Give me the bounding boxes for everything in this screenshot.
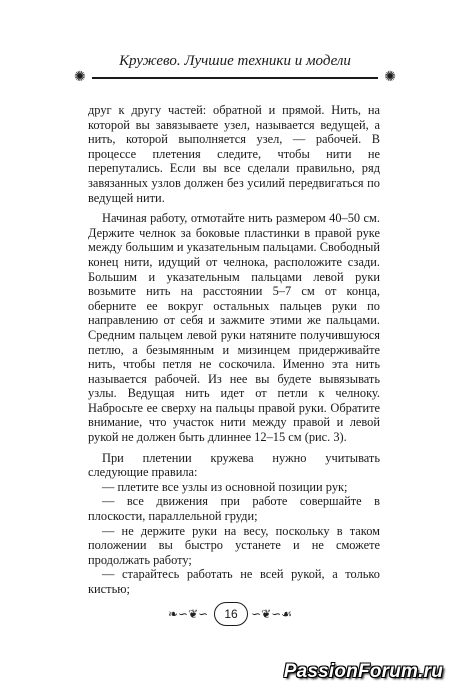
paragraph: При плетении кружева нужно учитывать следующие правила: bbox=[88, 450, 380, 480]
list-item: — плетите все узлы из основной позиции рук; bbox=[102, 479, 348, 494]
page-body bbox=[88, 103, 380, 597]
page-number: 16 bbox=[214, 602, 248, 626]
flower-ornament-icon: ✺ bbox=[384, 69, 396, 85]
list-item: — все движения при работе совершайте в плоскости, параллельной груди; bbox=[88, 494, 380, 524]
paragraph-continued: друг к другу частей: обратной и прямой. Нить, на которой вы завязываете узел, называется ведущей, а нить, которой выполняется узел, — рабочей. В процессе плетения следите, чтобы нити не перепутались. Если вы все сделали правильно, ряд завязанных узлов должен без усилий передвигаться по ведущей нити. bbox=[88, 103, 380, 205]
book-title: Кружево. Лучшие техники и модели bbox=[119, 53, 351, 69]
header-rule bbox=[92, 77, 378, 79]
running-header bbox=[70, 50, 400, 90]
page-footer bbox=[168, 602, 292, 628]
list-item: — не держите руки на весу, поскольку в таком положении вы быстро устанете и не сможете продолжать работу; bbox=[88, 523, 380, 567]
vine-ornament-icon: ∽❦∽☙ bbox=[251, 607, 292, 621]
flower-ornament-icon: ✺ bbox=[74, 69, 86, 85]
list-item: — старайтесь работать не всей рукой, а только кистью; bbox=[88, 567, 380, 596]
vine-ornament-icon: ❧∽❦∽ bbox=[168, 607, 209, 621]
paragraph: Начиная работу, отмотайте нить размером 40–50 см. Держите челнок за боковые пластинки в правой руке между большим и указательным пальцами. Свободный конец нити, идущий от челнока, расположите сзади. Большим и указательным пальцами левой руки возьмите нить на расстоянии 5–7 см от конца, оберните ее вокруг остальных пальцев руки по направлению от себя и зажмите этими же пальцами. Средним пальцем левой руки натяните получившуюся петлю, а безымянным и мизинцем придерживайте нить, чтобы петля не соскочила. Именно эта нить называется рабочей. Из нее вы будете вывязывать узлы. Ведущая нить идет от петли к челноку. Набросьте ее сверху на пальцы правой руки. Обратите внимание, что участок нити между правой и левой рукой не должен быть длиннее 12–15 см (рис. 3). bbox=[88, 211, 380, 445]
site-watermark: PassionForum.ru bbox=[283, 661, 443, 682]
